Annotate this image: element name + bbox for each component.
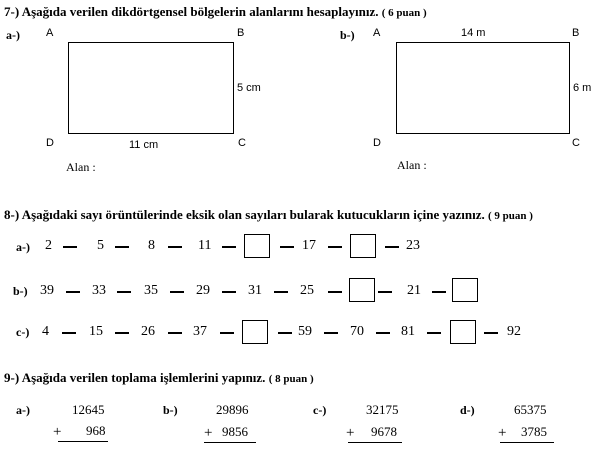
q8b-number: 29 <box>196 283 210 298</box>
q8b-number: 33 <box>92 283 106 298</box>
pattern-dash <box>376 332 390 334</box>
q9a-sum-line <box>58 441 108 442</box>
q9c-top-addend: 32175 <box>366 402 399 417</box>
q8a-answer-box[interactable] <box>350 234 376 258</box>
q8c-number: 59 <box>298 324 312 339</box>
q8c-number: 4 <box>42 324 49 339</box>
q7a-bottom-length: 11 cm <box>129 139 159 151</box>
q9d-sum-line <box>500 442 554 443</box>
q8b-number: 35 <box>144 283 158 298</box>
pattern-dash <box>222 291 236 293</box>
pattern-dash <box>66 291 80 293</box>
q8b-number: 21 <box>407 283 421 298</box>
q7a-vertex-b: B <box>237 27 245 39</box>
q7b-top-length: 14 m <box>461 27 486 39</box>
pattern-dash <box>62 332 76 334</box>
q8-heading <box>4 207 533 223</box>
q9a-label: a-) <box>16 403 30 417</box>
q8c-number: 81 <box>401 324 415 339</box>
q9b-plus-sign: + <box>204 425 213 441</box>
q9d-label: d-) <box>460 403 475 417</box>
q9d-top-addend: 65375 <box>514 402 547 417</box>
q8a-label: a-) <box>16 240 30 254</box>
pattern-dash <box>115 332 129 334</box>
q8a-number: 5 <box>97 238 104 253</box>
q7a-vertex-d: D <box>46 137 54 149</box>
pattern-dash <box>432 291 446 293</box>
q9b-label: b-) <box>163 403 178 417</box>
q8c-answer-box[interactable] <box>242 320 268 344</box>
q7b-rectangle <box>396 42 570 134</box>
q8c-number: 92 <box>507 324 521 339</box>
q7b-vertex-a: A <box>373 27 381 39</box>
q8a-number: 11 <box>198 238 212 253</box>
q9-title: 9-) Aşağıda verilen toplama işlemlerini yapınız. <box>4 370 266 385</box>
q8-points: ( 9 puan ) <box>487 210 533 222</box>
q9d-plus-sign: + <box>498 425 507 441</box>
q7a-area-label: Alan : <box>66 160 96 174</box>
q7a-vertex-a: A <box>46 27 54 39</box>
q8a-answer-box[interactable] <box>244 234 270 258</box>
pattern-dash <box>168 332 182 334</box>
pattern-dash <box>168 246 182 248</box>
q8a-number: 2 <box>45 238 52 253</box>
q9b-bottom-addend: 9856 <box>222 424 248 439</box>
q9a-plus-sign: + <box>53 424 62 440</box>
pattern-dash <box>115 246 129 248</box>
q9a-top-addend: 12645 <box>72 402 105 417</box>
pattern-dash <box>378 291 392 293</box>
pattern-dash <box>220 332 234 334</box>
q8b-label: b-) <box>13 284 28 298</box>
q9b-sum-line <box>204 442 256 443</box>
q9c-sum-line <box>348 442 402 443</box>
q8b-answer-box[interactable] <box>349 278 375 302</box>
q8b-number: 39 <box>40 283 54 298</box>
q9c-bottom-addend: 9678 <box>371 424 397 439</box>
q8c-number: 15 <box>89 324 103 339</box>
q7b-vertex-c: C <box>572 137 580 149</box>
q8c-number: 26 <box>141 324 155 339</box>
pattern-dash <box>385 246 399 248</box>
q8c-number: 70 <box>350 324 364 339</box>
q7b-side-length: 6 m <box>573 82 592 94</box>
pattern-dash <box>328 246 342 248</box>
pattern-dash <box>484 332 498 334</box>
q8b-answer-box[interactable] <box>452 278 478 302</box>
q7b-vertex-b: B <box>572 27 580 39</box>
q9-points: ( 8 puan ) <box>268 373 314 385</box>
q8b-number: 31 <box>248 283 262 298</box>
q8b-number: 25 <box>300 283 314 298</box>
pattern-dash <box>427 332 441 334</box>
q7b-area-label: Alan : <box>397 158 427 172</box>
pattern-dash <box>222 246 236 248</box>
pattern-dash <box>274 291 288 293</box>
q8c-number: 37 <box>193 324 207 339</box>
q8-title: 8-) Aşağıdaki sayı örüntülerinde eksik olan sayıları bularak kutucukların içine yazınız. <box>4 207 485 222</box>
q9a-bottom-addend: 968 <box>86 423 106 438</box>
q8a-number: 8 <box>148 238 155 253</box>
q8a-number: 23 <box>406 238 420 253</box>
q7b-label: b-) <box>340 28 355 42</box>
q8c-label: c-) <box>16 325 30 339</box>
pattern-dash <box>170 291 184 293</box>
q8c-answer-box[interactable] <box>450 320 476 344</box>
q7a-rectangle <box>68 42 234 134</box>
pattern-dash <box>117 291 131 293</box>
q8a-number: 17 <box>302 238 316 253</box>
q7a-vertex-c: C <box>238 137 246 149</box>
q7b-vertex-d: D <box>373 137 381 149</box>
q9d-bottom-addend: 3785 <box>521 424 547 439</box>
pattern-dash <box>328 291 342 293</box>
q7a-side-length: 5 cm <box>237 82 261 94</box>
q9b-top-addend: 29896 <box>216 402 249 417</box>
q7-title: 7-) Aşağıda verilen dikdörtgensel bölgelerin alanlarını hesaplayınız. <box>4 4 379 19</box>
q9c-plus-sign: + <box>346 425 355 441</box>
pattern-dash <box>324 332 338 334</box>
q7-points: ( 6 puan ) <box>381 7 427 19</box>
pattern-dash <box>280 246 294 248</box>
pattern-dash <box>63 246 77 248</box>
pattern-dash <box>278 332 292 334</box>
q7a-label: a-) <box>6 28 20 42</box>
q7-heading <box>4 4 427 20</box>
q9c-label: c-) <box>313 403 327 417</box>
q9-heading <box>4 370 314 386</box>
